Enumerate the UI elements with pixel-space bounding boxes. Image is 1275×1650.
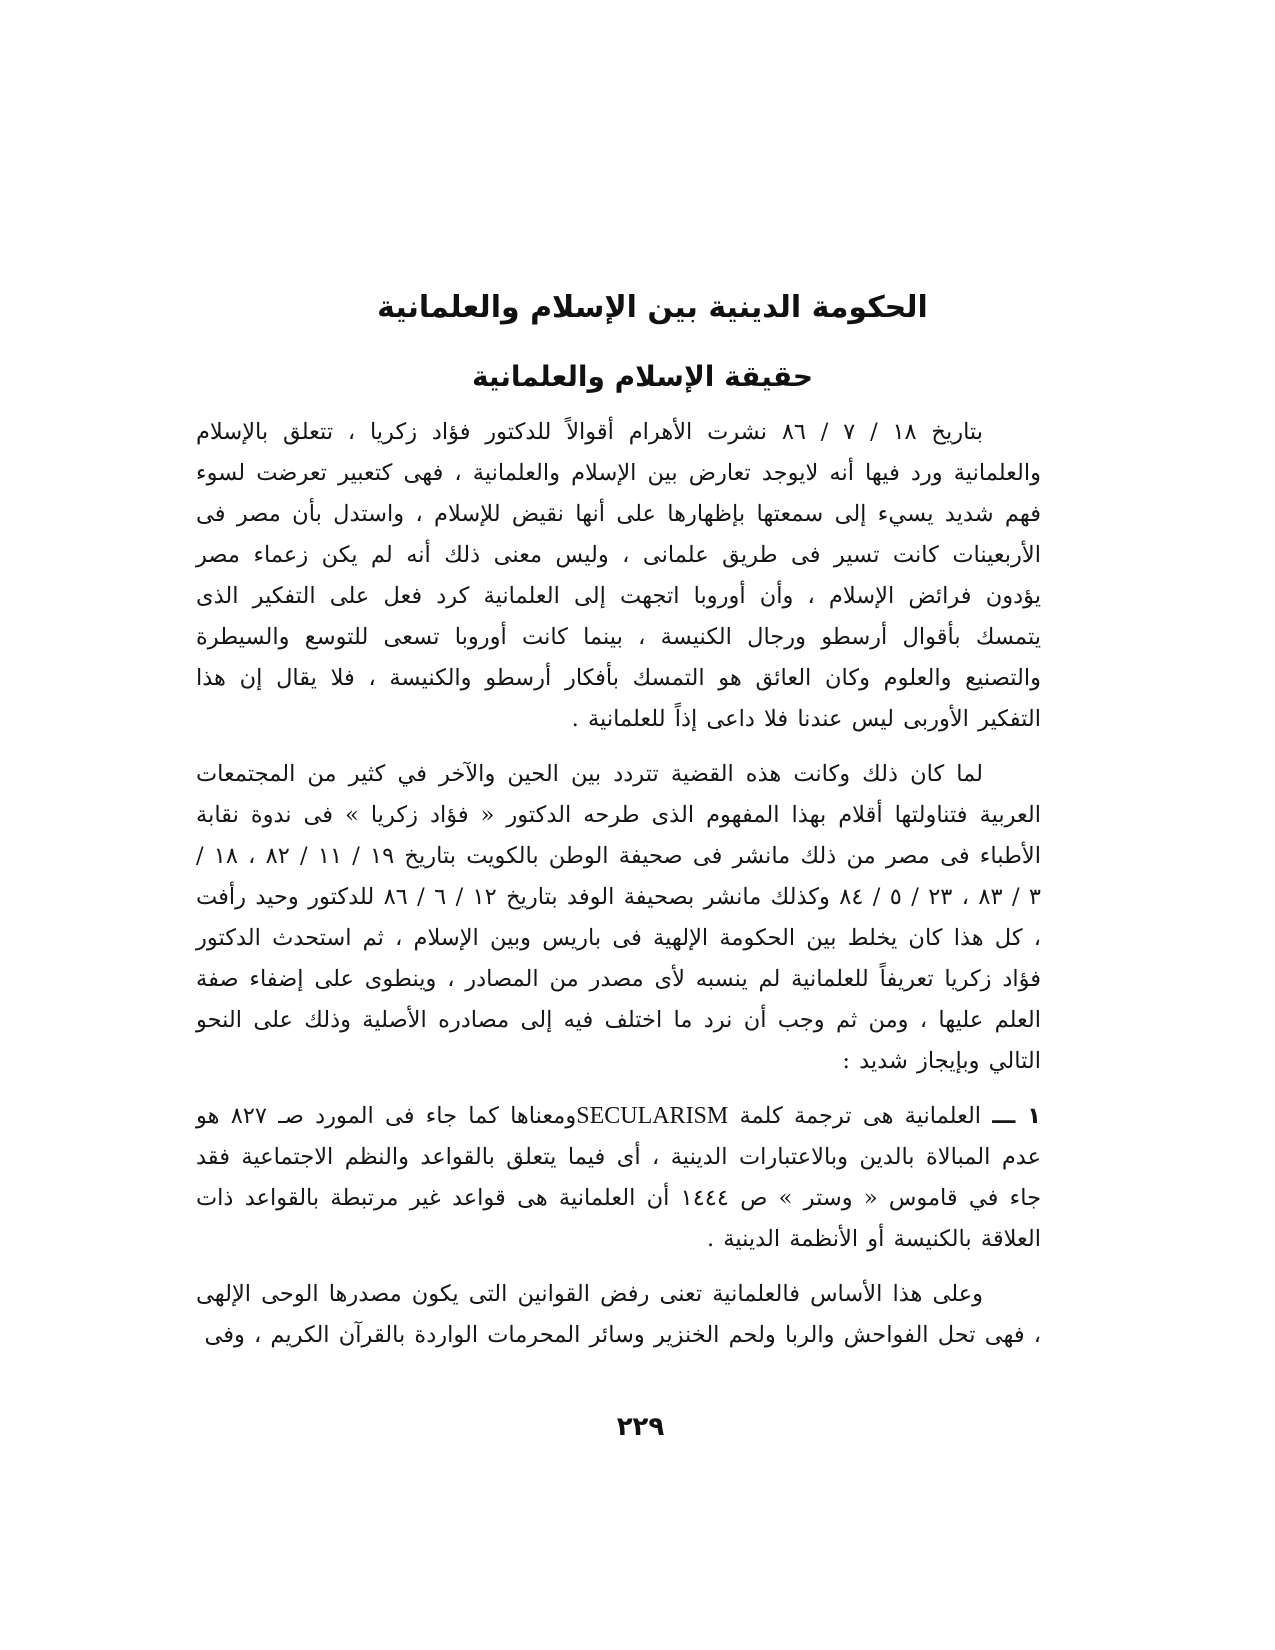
body-text [196,412,1041,1370]
latin-term: SECULARISM [576,1103,729,1129]
item-number: ١ ـــ [992,1103,1042,1129]
chapter-title: الحكومة الدينية بين الإسلام والعلمانية [377,290,928,325]
item-text-after: ومعناها كما جاء فى المورد صـ ٨٢٧ هو عدم المبالاة بالدين وبالاعتبارات الدينية ، أى فيما يتعلق بالقواعد والنظم الاجتماعية فقد جاء في قاموس « وستر » ص ١٤٤٤ أن العلمانية هى قواعد غير مرتبطة بالقواعد ذات العلاقة بالكنيسة أو الأنظمة الدينية . [196,1103,1041,1252]
section-subtitle: حقيقة الإسلام والعلمانية [471,360,814,393]
item-text-before: العلمانية هى ترجمة كلمة [739,1103,982,1129]
paragraph-2: لما كان ذلك وكانت هذه القضية تتردد بين الحين والآخر في كثير من المجتمعات العربية فتناولتها أقلام بهذا المفهوم الذى طرحه الدكتور « فؤاد زكريا » فى ندوة نقابة الأطباء فى مصر من ذلك مانشر فى صحيفة الوطن بالكويت بتاريخ ١٩ / ١١ / ٨٢ ، ١٨ / ٣ / ٨٣ ، ٢٣ / ٥ / ٨٤ وكذلك مانشر بصحيفة الوفد بتاريخ ١٢ / ٦ / ٨٦ للدكتور وحيد رأفت ، كل هذا كان يخلط بين الحكومة الإلهية فى باريس وبين الإسلام ، ثم استحدث الدكتور فؤاد زكريا تعريفاً للعلمانية لم ينسبه لأى مصدر من المصادر ، وينطوى على إضفاء صفة العلم عليها ، ومن ثم وجب أن نرد ما اختلف فيه إلى مصادره الأصلية وذلك على النحو التالي وبإيجاز شديد : [196,761,1042,1074]
closing-paragraph: وعلى هذا الأساس فالعلمانية تعنى رفض القوانين التى يكون مصدرها الوحى الإلهى ، فهى تحل الفواحش والربا ولحم الخنزير وسائر المحرمات الواردة بالقرآن الكريم ، وفى [196,1281,1041,1348]
page-number: ٢٢٩ [616,1412,665,1442]
paragraph-1: بتاريخ ١٨ / ٧ / ٨٦ نشرت الأهرام أقوالاً للدكتور فؤاد زكريا ، تتعلق بالإسلام والعلمانية ورد فيها أنه لايوجد تعارض بين الإسلام والعلمانية ، فهى كتعبير تعرضت لسوء فهم شديد يسيء إلى سمعتها بإظهارها على أنها نقيض للإسلام ، واستدل بأن مصر فى الأربعينات كانت تسير فى طريق علمانى ، وليس معنى ذلك أنه لم يكن زعماء مصر يؤدون فرائض الإسلام ، وأن أوروبا اتجهت إلى العلمانية كرد فعل على التفكير الذى يتمسك بأقوال أرسطو ورجال الكنيسة ، بينما كانت أوروبا تسعى للتوسع والسيطرة والتصنيع والعلوم وكان العائق هو التمسك بأفكار أرسطو والكنيسة ، فلا يقال إن هذا التفكير الأوربى ليس عندنا فلا داعى إذاً للعلمانية . [196,419,1041,732]
numbered-item-1 [196,1096,1041,1260]
